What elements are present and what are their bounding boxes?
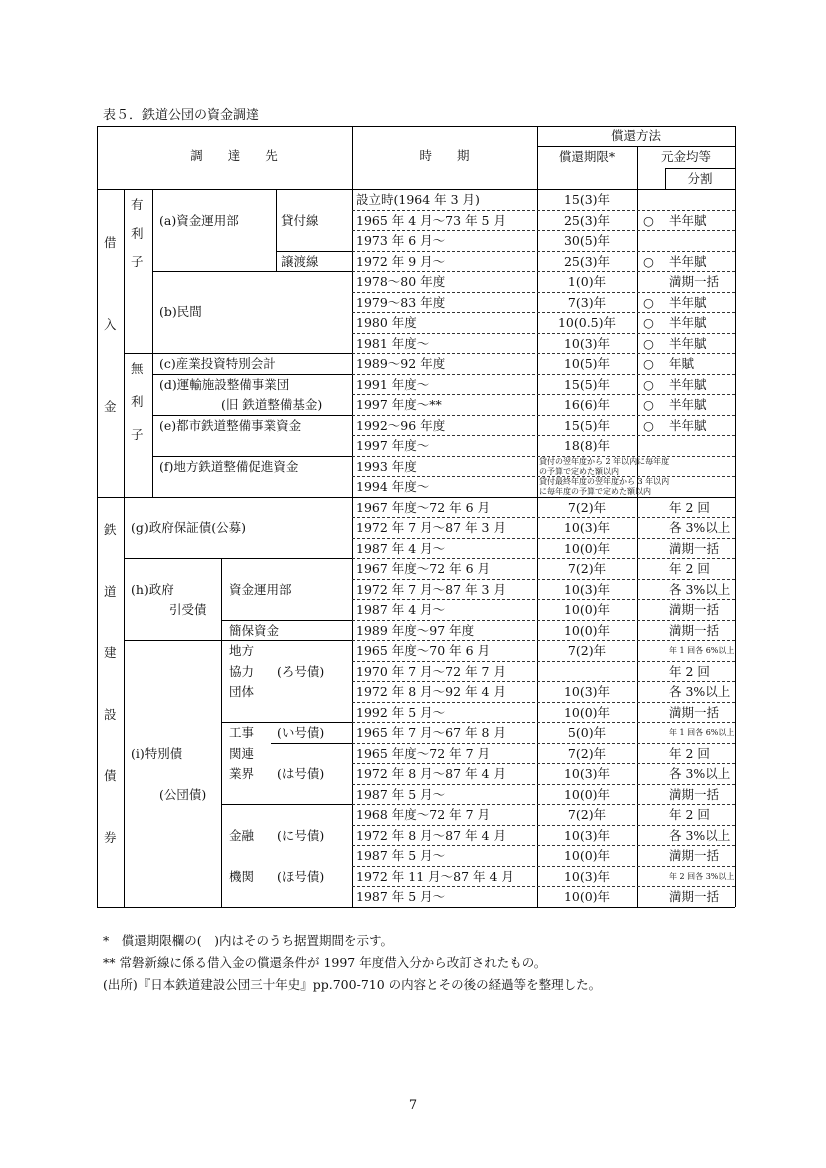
table-rule (352, 640, 735, 641)
row-term: 7(2)年 (567, 643, 607, 658)
row-term: 7(2)年 (567, 561, 607, 576)
row-period: 1987 年 4 月～ (356, 602, 446, 617)
footnote: ** 常磐新線に係る借入金の償還条件が 1997 年度借入分から改訂されたもの。 (103, 955, 547, 970)
row-split: 各 3%以上 (669, 684, 731, 699)
source-a: (a)資金運用部 (159, 213, 239, 228)
row-split: 半年賦 (669, 397, 707, 412)
group-label: 設 (104, 706, 117, 722)
row-split: 年 2 回各 3%以上 (669, 871, 735, 881)
equal-circle: ○ (643, 294, 654, 310)
f-note: 貸付の翌年度から 2 年以内に毎年度 (539, 456, 670, 466)
row-term: 15(3)年 (563, 192, 611, 207)
source-ho: (ほ号債) (277, 868, 325, 884)
row-term: 10(3)年 (563, 520, 611, 535)
source-h3: 資金運用部 (229, 581, 292, 597)
table-title: 表５．鉄道公団の資金調達 (103, 108, 260, 123)
row-term: 7(2)年 (567, 745, 607, 761)
row-term: 10(0)年 (563, 889, 611, 904)
group-label: 入 (104, 317, 117, 332)
page-number: 7 (408, 1098, 418, 1113)
footnote: (出所)『日本鉄道建設公団三十年史』pp.700-710 の内容とその後の経過等を整理した。 (103, 977, 602, 992)
source-chiho: 地方 (229, 643, 255, 658)
row-period: 1970 年 7 月～72 年 7 月 (356, 663, 506, 679)
table-rule (352, 374, 735, 375)
table-rule (124, 558, 352, 559)
table-rule (276, 189, 277, 271)
row-term: 10(3)年 (563, 766, 611, 781)
row-period: 1987 年 4 月～ (356, 540, 446, 556)
interest-label: 無 (131, 361, 144, 376)
equal-circle: ○ (643, 417, 654, 433)
row-split: 各 3%以上 (669, 766, 731, 781)
table-rule (352, 210, 735, 211)
source-g: (g)政府保証債(公募) (131, 520, 247, 535)
source-d2: (旧 鉄道整備基金) (221, 397, 323, 412)
table-rule (352, 251, 735, 252)
row-term: 10(0)年 (563, 602, 611, 617)
row-split: 各 3%以上 (669, 581, 731, 597)
row-split: 年 1 回各 6%以上 (669, 646, 735, 655)
row-period: 1965 年 4 月～73 年 5 月 (356, 212, 506, 228)
row-period: 1979～83 年度 (356, 294, 446, 310)
row-period: 1987 年 5 月～ (356, 889, 446, 904)
interest-label: 有 (131, 197, 144, 212)
table-rule (352, 230, 735, 231)
row-split: 満期一括 (669, 889, 720, 904)
source-kin: 金融 (229, 827, 255, 843)
source-h1: (h)政府 (131, 581, 174, 597)
equal-circle: ○ (643, 335, 654, 351)
source-koji: 関連 (229, 745, 255, 761)
source-i: (い号債) (277, 725, 325, 740)
funding-table (97, 126, 735, 926)
row-period: 1993 年度 (356, 458, 417, 474)
row-split: 年賦 (669, 356, 695, 371)
row-period: 1980 年度 (356, 315, 417, 330)
group-label: 道 (104, 583, 117, 599)
row-term: 30(5)年 (563, 233, 611, 248)
row-split: 年 2 回 (669, 561, 710, 576)
table-rule (152, 271, 352, 272)
source-i1: (i)特別債 (131, 745, 183, 761)
row-period: 1972 年 9 月～ (356, 253, 446, 269)
row-split: 半年賦 (669, 335, 707, 351)
row-term: 15(5)年 (563, 376, 611, 392)
row-period: 1965 年度～72 年 7 月 (356, 745, 491, 761)
row-period: 1968 年度～72 年 7 月 (356, 807, 491, 822)
table-rule (221, 804, 352, 805)
source-kin: 機関 (229, 868, 255, 884)
row-split: 各 3%以上 (669, 520, 731, 535)
header-term: 償還期限* (558, 149, 616, 164)
table-rule (352, 415, 735, 416)
source-e: (e)都市鉄道整備事業資金 (159, 417, 302, 433)
row-term: 10(0)年 (563, 704, 611, 720)
row-term: 18(8)年 (563, 438, 611, 453)
source-h4: 簡保資金 (229, 622, 280, 638)
interest-label: 利 (131, 393, 144, 409)
row-split: 年 1 回各 6%以上 (669, 728, 735, 737)
row-period: 設立時(1964 年 3 月) (356, 192, 480, 207)
table-rule (352, 538, 735, 539)
row-period: 1965 年 7 月～67 年 8 月 (356, 725, 506, 740)
equal-circle: ○ (643, 376, 654, 392)
source-h2: 引受債 (169, 602, 207, 617)
table-rule (352, 579, 735, 580)
row-split: 半年賦 (669, 212, 707, 228)
row-split: 半年賦 (669, 417, 707, 433)
interest-label: 子 (131, 426, 144, 442)
source-d1: (d)運輸施設整備事業団 (159, 376, 290, 392)
row-period: 1992 年 5 月～ (356, 704, 446, 720)
group-label: 債 (104, 768, 117, 783)
source-chiho: 協力 (229, 663, 255, 679)
source-a1: 貸付線 (281, 213, 319, 228)
table-rule (152, 374, 352, 375)
row-split: 満期一括 (669, 274, 720, 289)
table-rule (352, 435, 735, 436)
row-period: 1972 年 11 月～87 年 4 月 (356, 868, 514, 884)
row-split: 年 2 回 (669, 745, 710, 761)
f-note: に毎年度の予算で定めた額以内 (539, 487, 651, 496)
row-period: 1972 年 8 月～87 年 4 月 (356, 766, 506, 781)
f-note: の予算で定めた額以内 (539, 466, 619, 476)
row-term: 10(5)年 (563, 356, 611, 371)
row-split: 年 2 回 (669, 663, 710, 679)
row-split: 半年賦 (669, 376, 707, 392)
table-rule (352, 784, 735, 785)
header-source: 調 達 先 (190, 148, 278, 163)
table-rule (537, 146, 735, 147)
footnote: * 償還期限欄の( )内はそのうち据置期間を示す。 (103, 933, 394, 948)
equal-circle: ○ (643, 253, 654, 269)
row-term: 10(0)年 (563, 848, 611, 863)
row-period: 1987 年 5 月～ (356, 848, 446, 863)
table-rule (152, 189, 153, 497)
row-term: 10(3)年 (563, 868, 611, 884)
table-rule (352, 763, 735, 764)
footnotes (103, 930, 601, 996)
group-label: 券 (104, 829, 117, 845)
table-rule (221, 640, 222, 907)
equal-circle: ○ (643, 315, 654, 330)
row-split: 満期一括 (669, 540, 720, 556)
source-a2: 譲渡線 (281, 253, 319, 269)
source-f: (f)地方鉄道整備促進資金 (159, 458, 299, 474)
row-period: 1994 年度～ (356, 479, 430, 494)
header-period: 時 期 (419, 148, 470, 163)
group-label: 借 (104, 235, 117, 250)
table-rule (152, 415, 352, 416)
table-rule (352, 517, 735, 518)
table-rule (276, 251, 352, 252)
row-period: 1967 年度～72 年 6 月 (356, 561, 491, 576)
row-split: 満期一括 (669, 848, 720, 863)
source-ni: (に号債) (277, 827, 325, 843)
table-rule (352, 312, 735, 313)
row-split: 半年賦 (669, 315, 707, 330)
header-split: 分割 (687, 171, 713, 186)
table-rule (271, 722, 352, 723)
row-period: 1965 年度～70 年 6 月 (356, 643, 491, 658)
interest-label: 子 (131, 254, 144, 270)
table-rule (97, 189, 735, 190)
row-split: 半年賦 (669, 253, 707, 269)
row-period: 1978～80 年度 (356, 274, 446, 289)
source-koji: 工事 (229, 725, 255, 740)
row-period: 1972 年 7 月～87 年 3 月 (356, 581, 506, 597)
row-term: 16(6)年 (563, 397, 611, 412)
table-rule (97, 126, 98, 907)
row-term: 10(3)年 (563, 684, 611, 699)
row-term: 7(2)年 (567, 807, 607, 822)
source-c: (c)産業投資特別会計 (159, 356, 276, 371)
row-period: 1997 年度～ (356, 438, 430, 453)
row-term: 10(3)年 (563, 827, 611, 843)
row-split: 各 3%以上 (669, 827, 731, 843)
row-split: 満期一括 (669, 704, 720, 720)
table-rule (352, 271, 735, 272)
row-period: 1973 年 6 月～ (356, 233, 446, 248)
row-period: 1997 年度～** (356, 397, 442, 412)
table-rule (352, 661, 735, 662)
table-rule (352, 886, 735, 887)
row-period: 1991 年度～ (356, 376, 430, 392)
table-rule (735, 126, 736, 907)
source-ro: (ろ号債) (277, 663, 325, 679)
source-b: (b)民間 (159, 303, 202, 319)
row-term: 1(0)年 (567, 274, 607, 289)
row-period: 1972 年 8 月～87 年 4 月 (356, 827, 506, 843)
header-equal: 元金均等 (660, 149, 711, 164)
row-term: 7(2)年 (567, 499, 607, 515)
table-rule (124, 353, 352, 354)
table-rule (352, 353, 735, 354)
header-method: 償還方法 (610, 128, 661, 143)
f-note: 貸付最終年度の翌年度から 3 年以内 (539, 477, 670, 486)
row-period: 1967 年度～72 年 6 月 (356, 499, 491, 515)
row-split: 年 2 回 (669, 499, 710, 515)
table-rule (352, 620, 735, 621)
table-rule (352, 599, 735, 600)
row-term: 5(0)年 (567, 725, 607, 740)
table-rule (221, 620, 352, 621)
table-rule (352, 394, 735, 395)
table-rule (352, 292, 735, 293)
source-ha: (は号債) (277, 766, 325, 781)
row-split: 年 2 回 (669, 807, 710, 822)
source-i2: (公団債) (159, 786, 207, 802)
row-split: 半年賦 (669, 294, 707, 310)
table-rule (352, 804, 735, 805)
row-split: 満期一括 (669, 622, 720, 638)
row-term: 10(3)年 (563, 581, 611, 597)
table-rule (352, 825, 735, 826)
row-period: 1981 年度～ (356, 335, 430, 351)
table-rule (124, 189, 125, 497)
row-term: 10(0)年 (563, 540, 611, 556)
table-rule (221, 558, 222, 640)
table-rule (352, 743, 735, 744)
table-rule (352, 702, 735, 703)
equal-circle: ○ (643, 212, 654, 228)
row-term: 7(3)年 (567, 294, 607, 310)
source-chiho: 団体 (229, 684, 255, 699)
group-label: 金 (104, 399, 117, 414)
table-rule (97, 126, 735, 127)
table-rule (352, 333, 735, 334)
row-period: 1989～92 年度 (356, 356, 446, 371)
row-term: 10(0)年 (563, 786, 611, 802)
table-rule (352, 681, 735, 682)
interest-label: 利 (131, 225, 144, 241)
row-period: 1989 年度～97 年度 (356, 622, 475, 638)
row-split: 満期一括 (669, 602, 720, 617)
table-rule (97, 907, 735, 908)
row-split: 満期一括 (669, 786, 720, 802)
source-koji: 業界 (229, 766, 255, 781)
table-rule (271, 743, 352, 744)
table-rule (124, 640, 352, 641)
row-term: 10(0.5)年 (557, 315, 617, 330)
table-rule (152, 456, 352, 457)
equal-circle: ○ (643, 356, 654, 371)
row-period: 1972 年 7 月～87 年 3 月 (356, 520, 506, 535)
table-rule (637, 146, 638, 907)
row-period: 1972 年 8 月～92 年 4 月 (356, 684, 506, 699)
row-period: 1992～96 年度 (356, 417, 446, 433)
equal-circle: ○ (643, 397, 654, 412)
group-label: 建 (104, 645, 117, 660)
row-term: 25(3)年 (563, 212, 611, 228)
table-rule (352, 845, 735, 846)
group-label: 鉄 (104, 522, 117, 537)
row-period: 1987 年 5 月～ (356, 786, 446, 802)
table-rule (352, 558, 735, 559)
table-rule (352, 722, 735, 723)
row-term: 10(0)年 (563, 622, 611, 638)
row-term: 15(5)年 (563, 417, 611, 433)
table-rule (665, 168, 735, 169)
row-term: 25(3)年 (563, 253, 611, 269)
table-rule (352, 866, 735, 867)
row-term: 10(3)年 (563, 335, 611, 351)
